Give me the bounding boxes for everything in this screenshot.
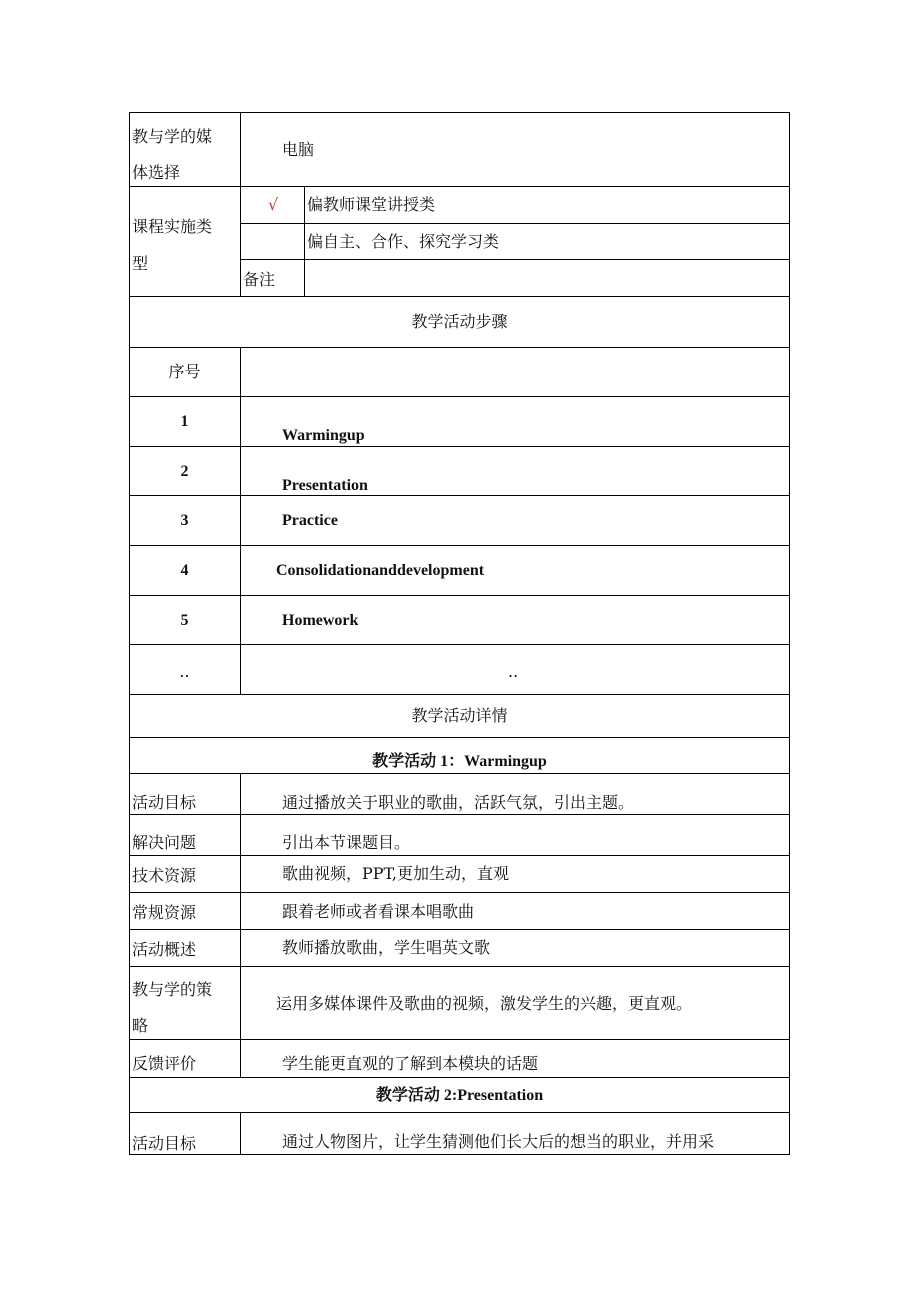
activity-row-label: 活动目标 bbox=[132, 1134, 197, 1153]
course-type-label: 型 bbox=[132, 254, 149, 273]
activity-row-label: 常规资源 bbox=[132, 903, 197, 922]
step-number: 4 bbox=[180, 562, 189, 579]
row-divider bbox=[129, 737, 790, 738]
row-divider bbox=[240, 223, 790, 224]
step-text: Presentation bbox=[282, 477, 368, 494]
column-divider bbox=[240, 1112, 241, 1155]
activity-row-value: 教师播放歌曲，学生唱英文歌 bbox=[282, 938, 491, 957]
row-divider bbox=[129, 495, 790, 496]
row-divider bbox=[129, 545, 790, 546]
activity-row-label: 活动概述 bbox=[132, 940, 197, 959]
activity-row-value: 歌曲视频，PPT,更加生动，直观 bbox=[282, 864, 509, 883]
step-number: 1 bbox=[180, 413, 189, 430]
row-divider bbox=[129, 112, 790, 113]
activity-row-label: 略 bbox=[132, 1016, 149, 1035]
activity-row-label: 技术资源 bbox=[132, 866, 197, 885]
check-icon: √ bbox=[268, 195, 279, 214]
step-text: Practice bbox=[282, 512, 338, 529]
activity-title: 教学活动 1：Warmingup bbox=[372, 753, 547, 770]
activity-row-value: 通过人物图片，让学生猜测他们长大后的想当的职业，并用采 bbox=[282, 1132, 715, 1151]
step-text: Homework bbox=[282, 612, 359, 629]
column-divider bbox=[240, 112, 241, 296]
column-divider bbox=[240, 773, 241, 1077]
activity-row-label: 教与学的策 bbox=[132, 980, 213, 999]
steps-title: 教学活动步骤 bbox=[411, 312, 508, 331]
row-divider bbox=[129, 892, 790, 893]
course-type-option: 偏教师课堂讲授类 bbox=[307, 195, 436, 214]
row-divider bbox=[129, 966, 790, 967]
row-divider bbox=[129, 347, 790, 348]
step-text: Consolidationanddevelopment bbox=[276, 562, 485, 579]
row-divider bbox=[129, 446, 790, 447]
row-divider bbox=[129, 296, 790, 297]
row-divider bbox=[129, 1112, 790, 1113]
activity-title: 教学活动 2:Presentation bbox=[375, 1087, 544, 1104]
row-divider bbox=[129, 644, 790, 645]
table-border-right bbox=[789, 112, 790, 1155]
step-text: Warmingup bbox=[282, 427, 365, 444]
row-divider bbox=[129, 1154, 790, 1155]
note-label: 备注 bbox=[243, 270, 276, 289]
row-divider bbox=[129, 186, 790, 187]
media-label: 体选择 bbox=[132, 163, 181, 182]
activity-row-value: 运用多媒体课件及歌曲的视频，激发学生的兴趣，更直观。 bbox=[276, 994, 693, 1013]
course-type-option: 偏自主、合作、探究学习类 bbox=[307, 232, 500, 251]
activity-row-label: 活动目标 bbox=[132, 793, 197, 812]
row-divider bbox=[129, 929, 790, 930]
row-divider bbox=[129, 773, 790, 774]
media-label: 教与学的媒 bbox=[132, 127, 213, 146]
step-number: 2 bbox=[180, 463, 189, 480]
table-border-left bbox=[129, 112, 130, 1155]
step-number: 5 bbox=[180, 612, 189, 629]
media-value: 电脑 bbox=[282, 140, 315, 159]
activity-row-value: 跟着老师或者看课本唱歌曲 bbox=[282, 902, 475, 921]
activity-row-label: 反馈评价 bbox=[132, 1054, 197, 1073]
row-divider bbox=[129, 694, 790, 695]
activity-row-value: 学生能更直观的了解到本模块的话题 bbox=[282, 1054, 539, 1073]
activity-row-value: 通过播放关于职业的歌曲，活跃气氛，引出主题。 bbox=[282, 793, 635, 812]
course-type-label: 课程实施类 bbox=[132, 217, 213, 236]
step-number: .. bbox=[179, 662, 190, 681]
row-divider bbox=[129, 1039, 790, 1040]
details-title: 教学活动详情 bbox=[411, 706, 508, 725]
row-divider bbox=[129, 595, 790, 596]
steps-col-header: 序号 bbox=[168, 362, 201, 381]
column-divider bbox=[240, 347, 241, 694]
row-divider bbox=[129, 1077, 790, 1078]
row-divider bbox=[129, 396, 790, 397]
column-divider bbox=[304, 186, 305, 296]
activity-row-value: 引出本节课题目。 bbox=[282, 833, 411, 852]
row-divider bbox=[129, 855, 790, 856]
row-divider bbox=[129, 814, 790, 815]
row-divider bbox=[240, 259, 790, 260]
step-number: 3 bbox=[180, 512, 189, 529]
step-text: .. bbox=[508, 662, 519, 681]
activity-row-label: 解决问题 bbox=[132, 833, 197, 852]
